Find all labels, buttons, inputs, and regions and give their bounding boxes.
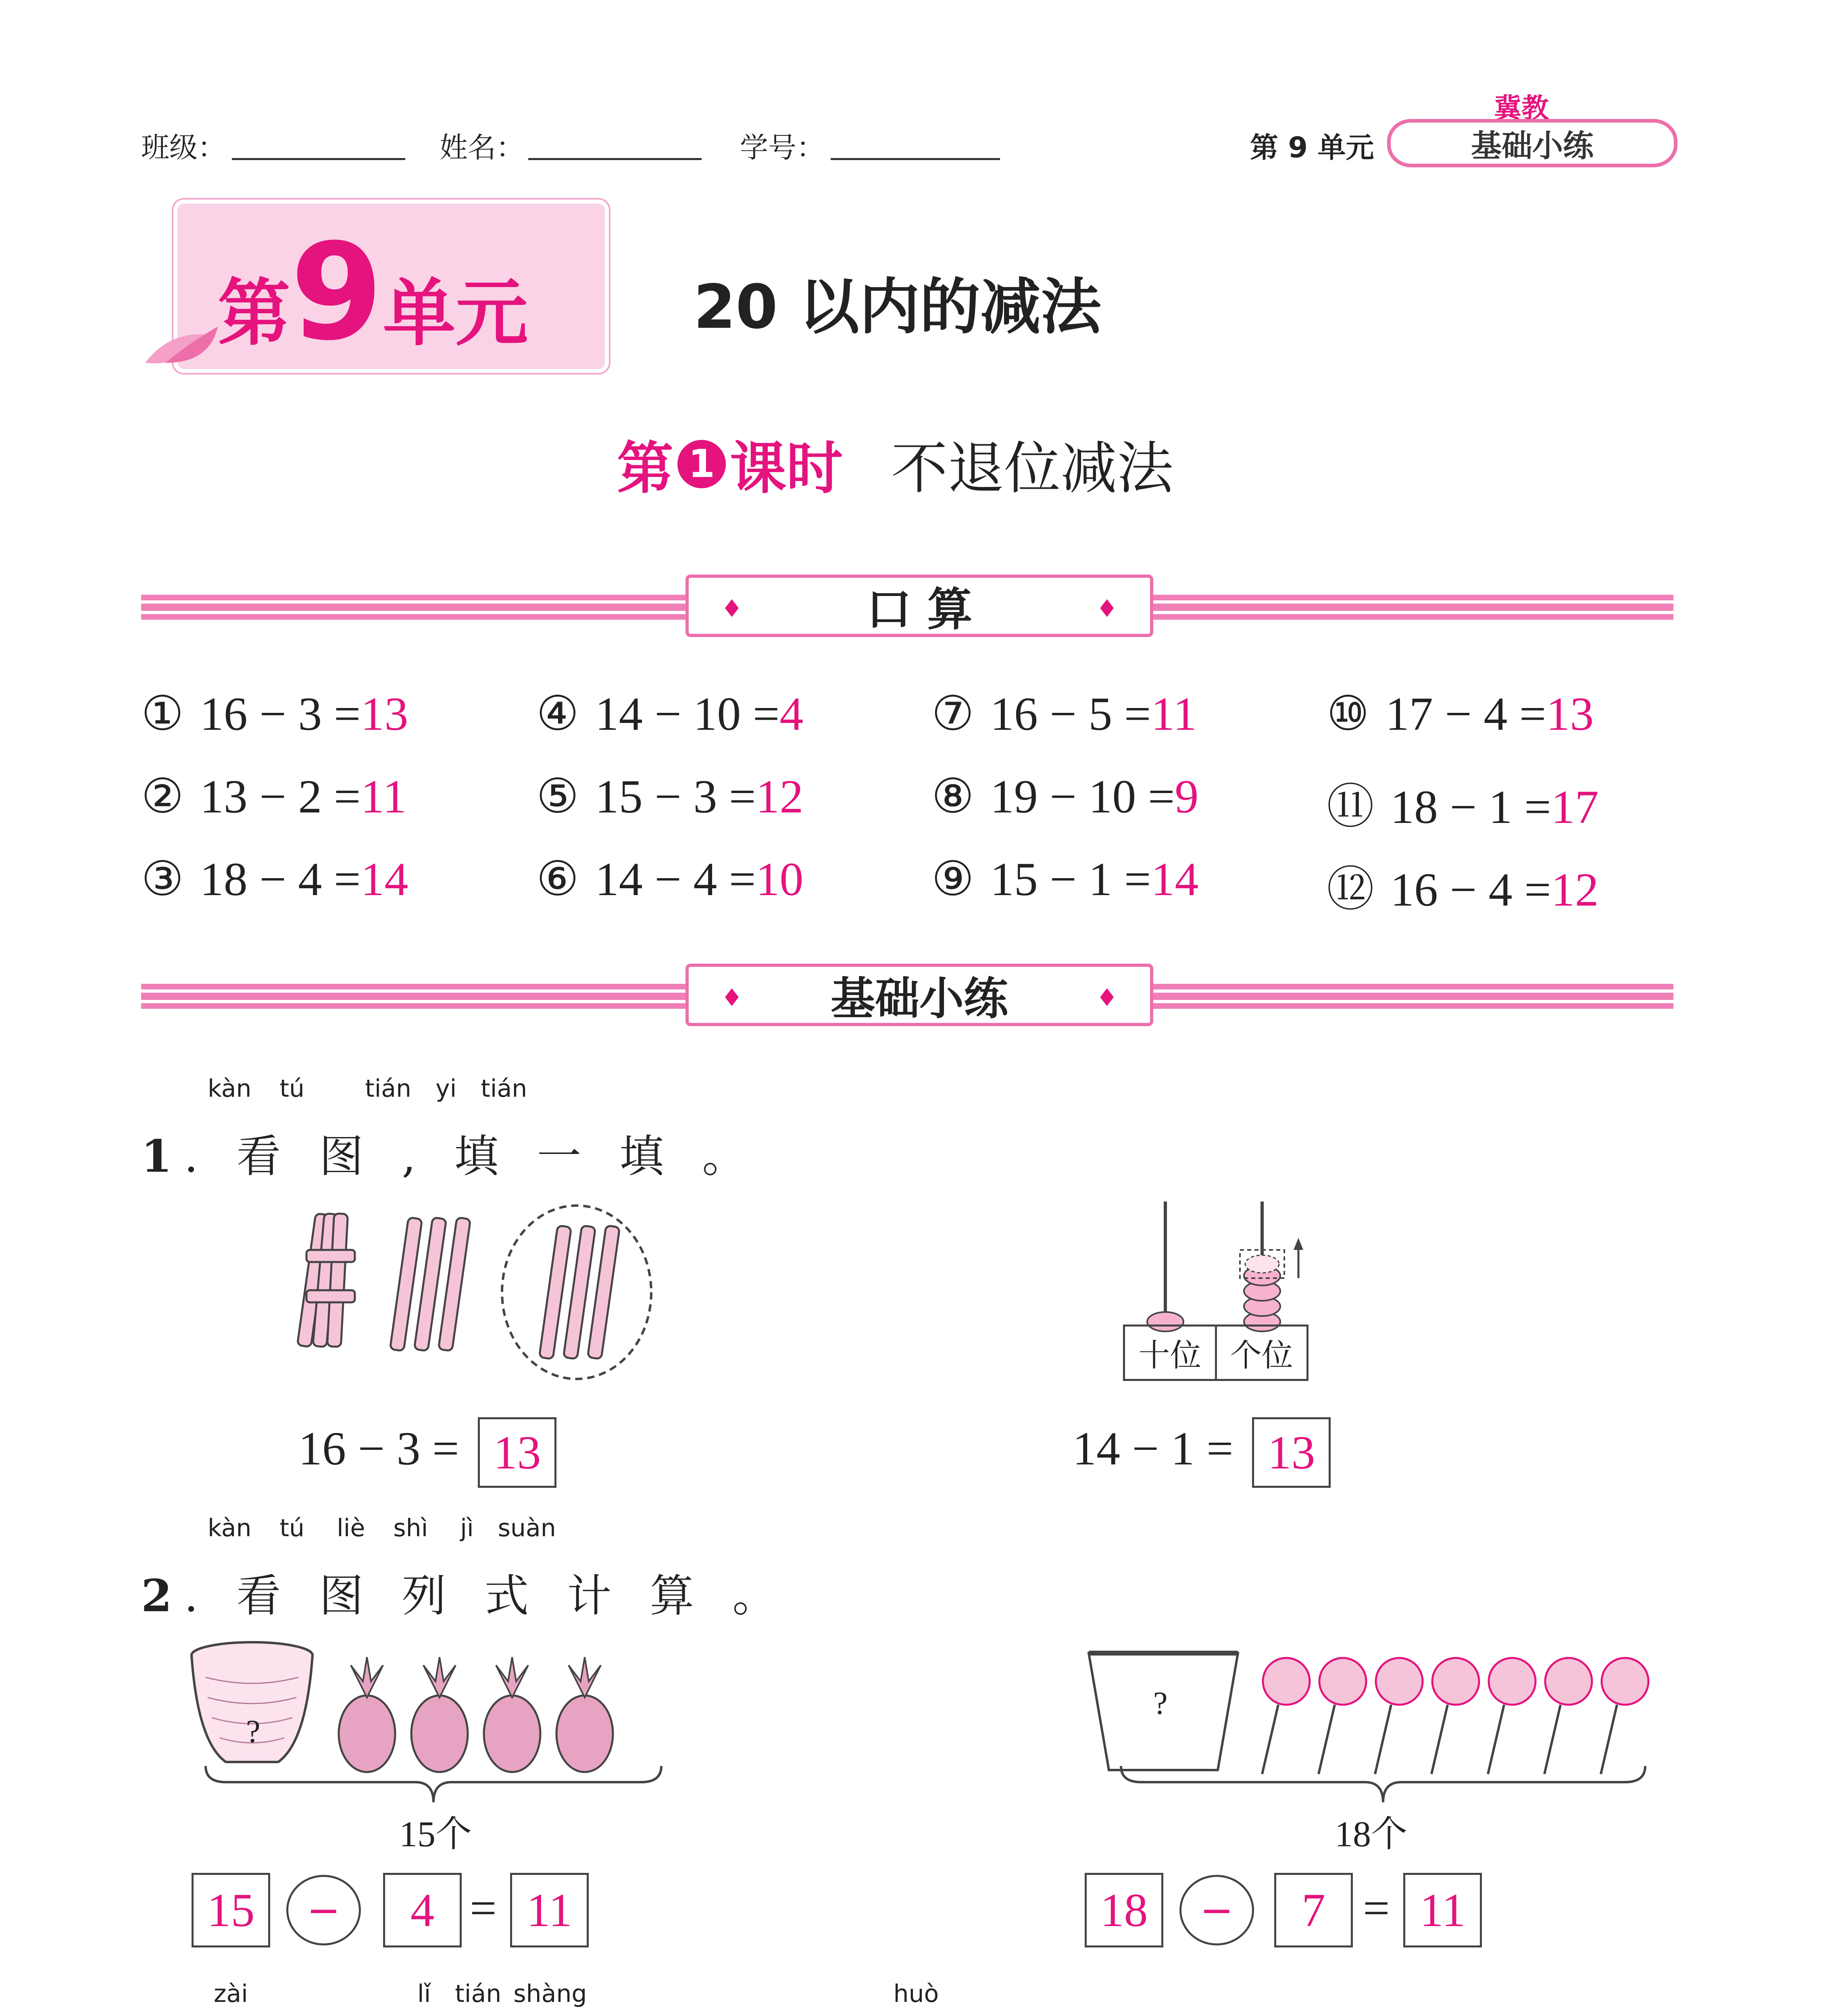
series-logo: 基础小练 — [1387, 119, 1677, 167]
oral-calc-item: ① 16 − 3 =13 — [141, 687, 408, 740]
oral-calc-item: ② 13 − 2 =11 — [141, 770, 407, 823]
oral-calc-answer: 11 — [360, 770, 407, 823]
sticks-illustration — [290, 1193, 673, 1387]
q2-left-subtrahend-box[interactable]: 4 — [383, 1873, 462, 1947]
equals-sign: = — [1363, 1882, 1390, 1935]
oral-calc-item: ⑥ 14 − 4 =10 — [536, 853, 804, 906]
q1-right-equation: 14 − 1 = — [1073, 1422, 1233, 1475]
oral-calc-item: ⑩ 17 − 4 =13 — [1327, 687, 1594, 740]
q1-left-equation: 16 − 3 = — [298, 1422, 459, 1475]
q2-right-result-box[interactable]: 11 — [1403, 1873, 1482, 1947]
oral-calc-answer: 12 — [756, 770, 804, 823]
oral-calc-grid — [141, 685, 1673, 927]
q2-right-operator-circle[interactable]: − — [1179, 1875, 1254, 1945]
lesson-title: 第 1 课时 不退位减法 — [617, 436, 1174, 502]
q1-left-answer-box[interactable]: 13 — [478, 1417, 556, 1488]
class-field[interactable] — [232, 158, 405, 160]
equals-sign: = — [470, 1882, 497, 1935]
q2-left-minuend-box[interactable]: 15 — [192, 1873, 270, 1947]
oral-calc-answer: 12 — [1551, 863, 1599, 916]
leaf-icon — [141, 319, 222, 371]
oral-calc-item: ③ 18 − 4 =14 — [141, 853, 408, 906]
abacus-place-table — [1123, 1325, 1308, 1381]
name-label: 姓名： — [440, 131, 524, 164]
unit-main-title: 20 以内的减法 — [694, 272, 1101, 342]
q2-right-minuend-box[interactable]: 18 — [1085, 1873, 1163, 1947]
q2-pinyin: kàn tú liè shì jì suàn — [208, 1514, 556, 1542]
oral-calc-item: ⑤ 15 − 3 =12 — [536, 770, 804, 823]
bag-question-mark: ? — [1153, 1686, 1168, 1721]
oral-calc-item: ⑨ 15 − 1 =14 — [931, 853, 1199, 906]
unit-small-label: 第 9 单元 — [1250, 131, 1374, 164]
oral-calc-item: ④ 14 − 10 =4 — [536, 687, 804, 740]
diamond-icon: ♦ — [1096, 595, 1118, 623]
practice-banner: ♦ 基础小练 ♦ — [685, 964, 1153, 1026]
oral-calc-answer: 10 — [756, 853, 804, 906]
oral-calc-answer: 9 — [1175, 770, 1199, 823]
tens-label: 十位 — [1125, 1327, 1217, 1379]
oral-calc-answer: 4 — [779, 687, 804, 740]
q2-left-operator-circle[interactable]: − — [286, 1875, 361, 1945]
oral-calc-answer: 11 — [1151, 687, 1197, 740]
diamond-icon: ♦ — [721, 984, 743, 1012]
q3-pinyin: zài lǐ tián shàng huò — [214, 1980, 939, 2008]
q2-right-subtrahend-box[interactable]: 7 — [1274, 1873, 1353, 1947]
diamond-icon: ♦ — [721, 595, 743, 623]
edition-label: 冀教 — [1494, 93, 1549, 125]
class-label: 班级： — [141, 131, 226, 164]
ones-label: 个位 — [1230, 1337, 1293, 1374]
q2-left-result-box[interactable]: 11 — [510, 1873, 589, 1947]
oral-calc-banner: ♦ 口 算 ♦ — [685, 575, 1153, 637]
q2-right-total: 18个 — [1335, 1814, 1407, 1854]
student-number-field[interactable] — [831, 158, 1000, 160]
oral-calc-item: ⑫ 16 − 4 =12 — [1327, 863, 1599, 916]
q2-text: 2. 看 图 列 式 计 算 。 — [141, 1570, 789, 1622]
basket-question-mark: ? — [246, 1714, 260, 1749]
student-number-label: 学号： — [740, 131, 825, 164]
oral-calc-item: ⑦ 16 − 5 =11 — [931, 687, 1197, 740]
oral-calc-answer: 17 — [1551, 781, 1599, 833]
lesson-number-badge: 1 — [677, 440, 726, 488]
name-field[interactable] — [528, 158, 702, 160]
oral-calc-answer: 14 — [1151, 853, 1199, 906]
left-brace-icon — [202, 1762, 665, 1806]
oral-calc-answer: 14 — [360, 853, 408, 906]
unit-title: 第9单元 — [218, 215, 528, 370]
q1-text: 1. 看 图 , 填 一 填 。 — [141, 1130, 759, 1182]
oral-calc-item: ⑪ 18 − 1 =17 — [1327, 781, 1599, 833]
q1-pinyin: kàn tú tián yi tián — [208, 1075, 527, 1103]
right-brace-icon — [1117, 1762, 1649, 1806]
q1-right-answer-box[interactable]: 13 — [1252, 1417, 1331, 1488]
oral-calc-item: ⑧ 19 − 10 =9 — [931, 770, 1199, 823]
oral-calc-answer: 13 — [360, 687, 408, 740]
oral-calc-answer: 13 — [1546, 687, 1594, 740]
diamond-icon: ♦ — [1096, 984, 1118, 1012]
q2-left-total: 15个 — [399, 1814, 472, 1854]
